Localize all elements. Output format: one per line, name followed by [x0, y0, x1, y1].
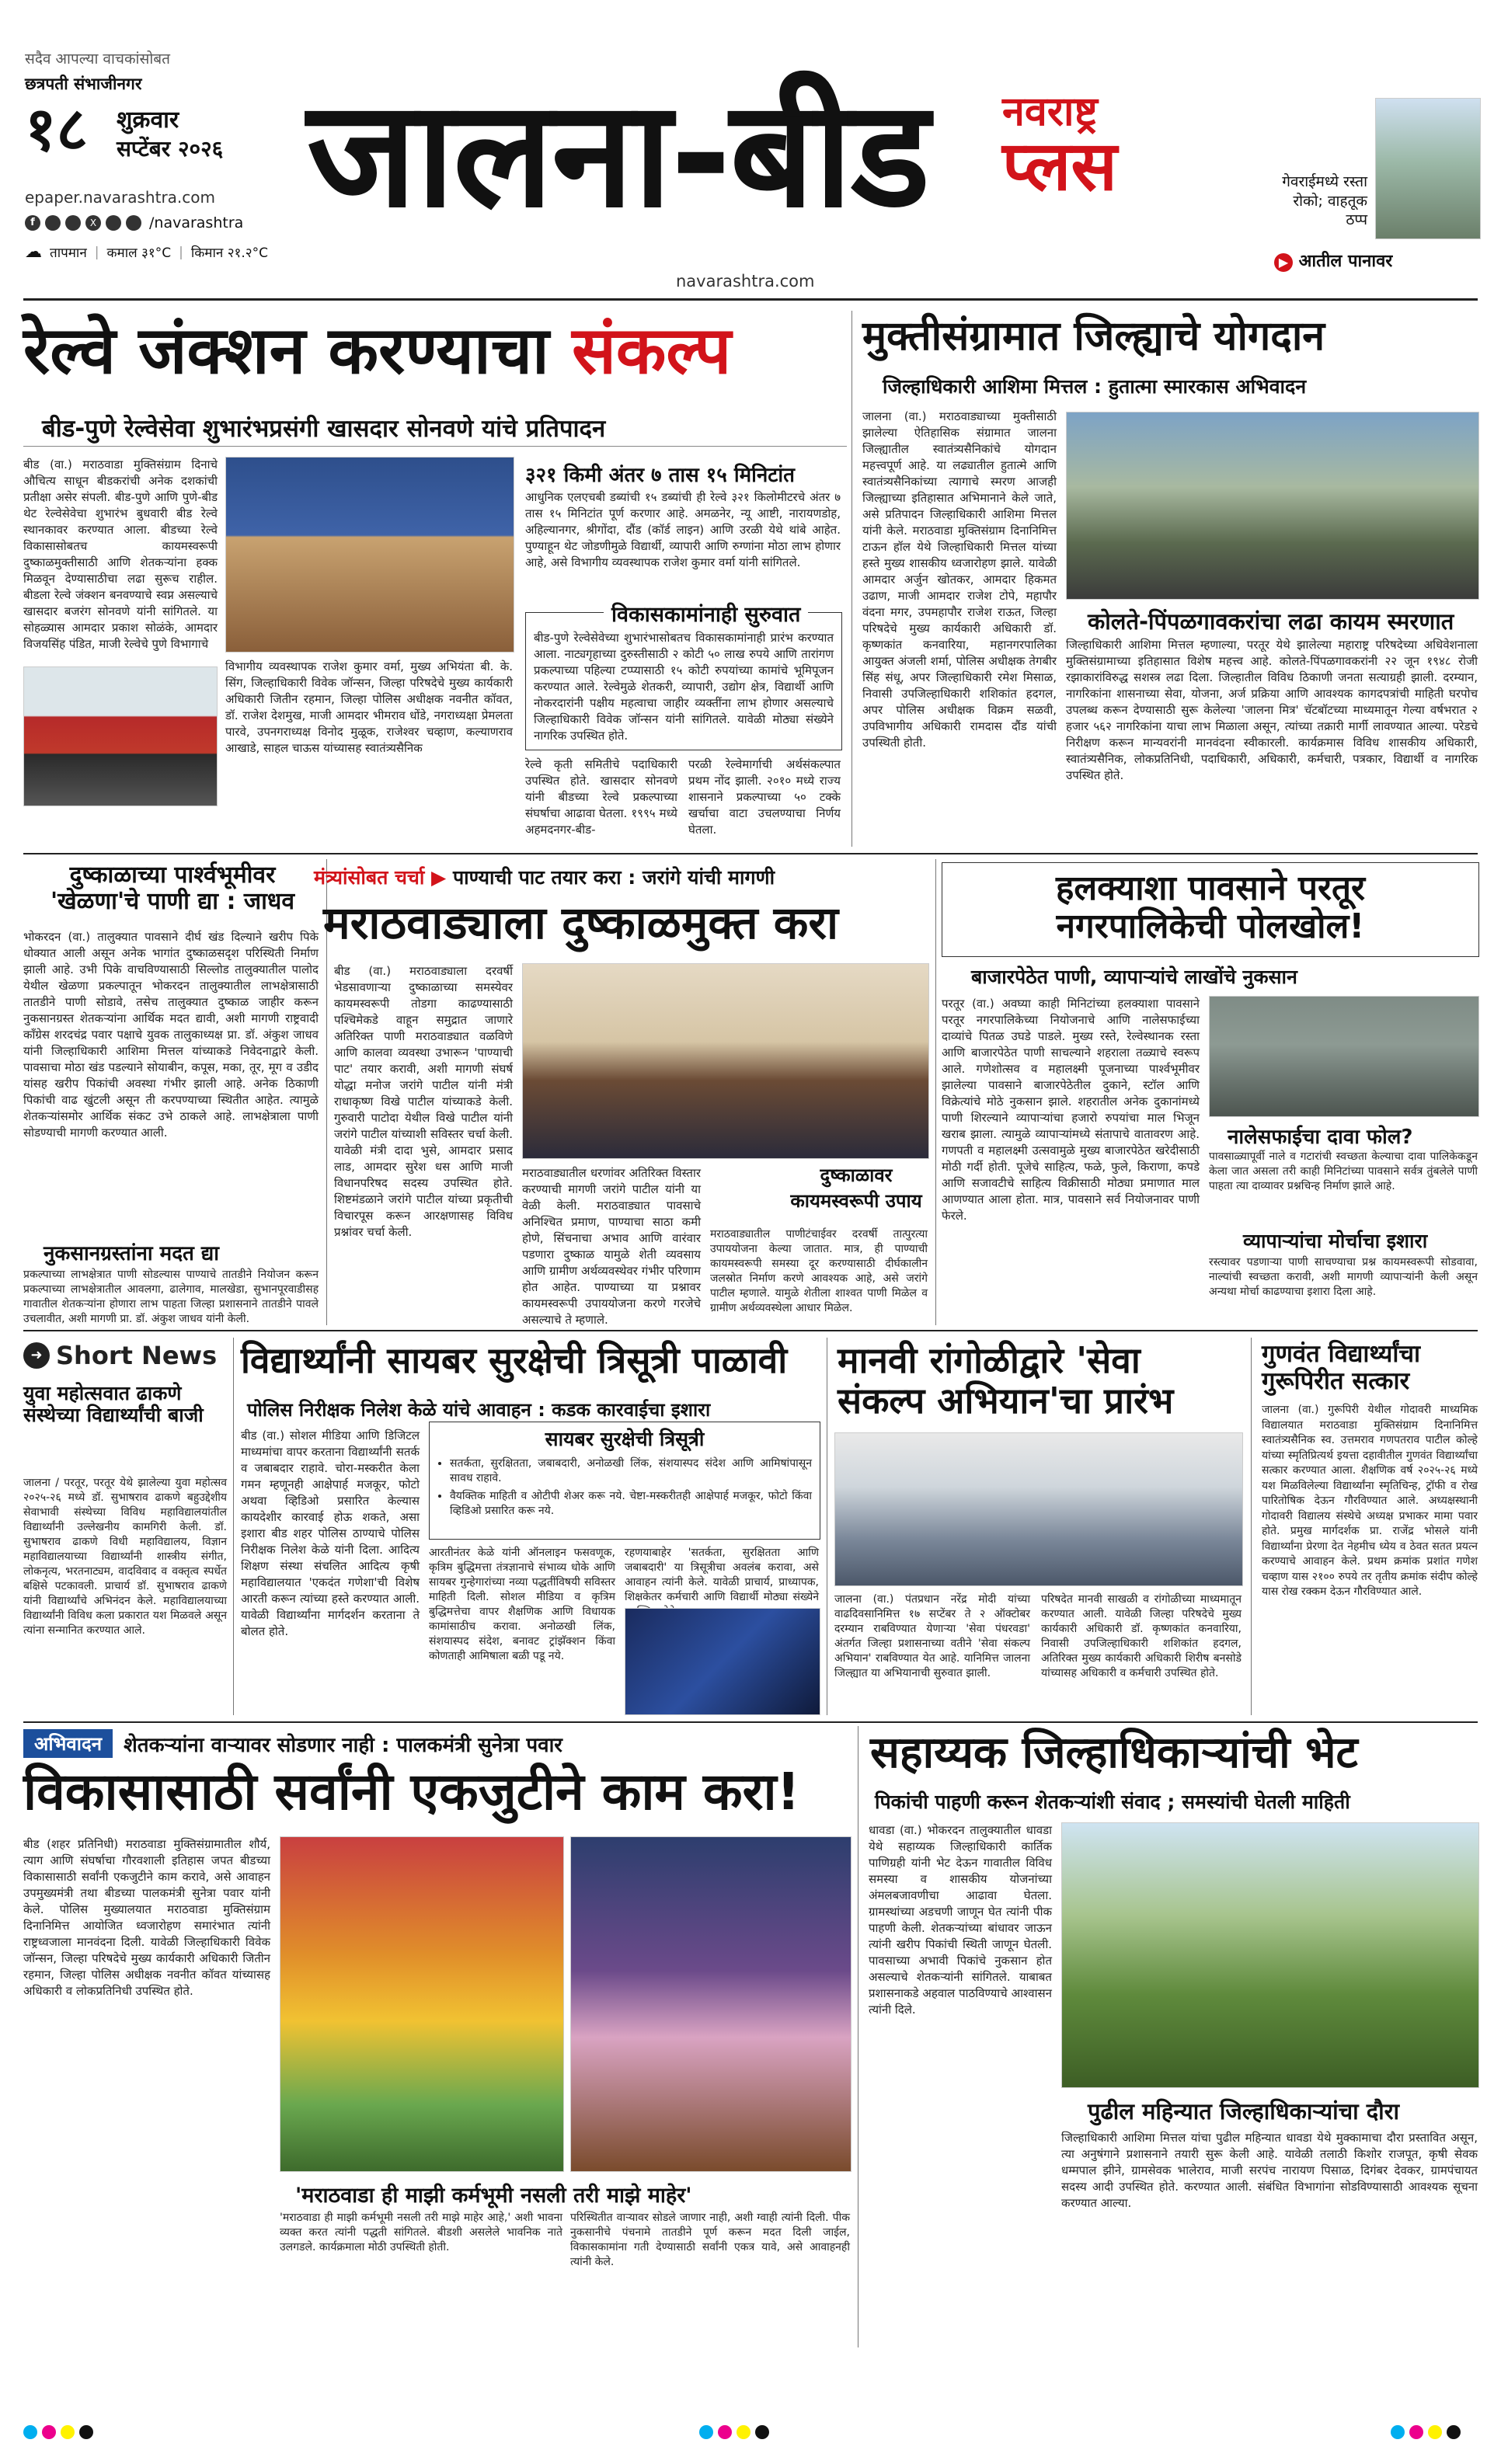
- marathwada-kicker: पाण्याची पाट तयार करा : जरांगे यांची मागणी: [452, 866, 775, 889]
- navarashtra-plus-logo: [1002, 89, 1189, 216]
- abhivadan-caption-text: 'मराठवाडा ही माझी कर्मभूमी नसली तरी माझे माहेर आहे,' अशी भावना व्यक्त करत त्यांनी पद्धती सांगितले. बीडशी असलेले भावनिक नाते उलगडले. कार्यक्रमाला मोठी उपस्थिती होती.: [280, 2212, 562, 2253]
- dev-box: [525, 603, 842, 750]
- short-news-header: [23, 1341, 217, 1370]
- column-divider: [935, 859, 936, 1325]
- promo-link-row[interactable]: [1274, 249, 1392, 272]
- marathwada-col4: मराठवाड्यातील पाणीटंचाईवर दरवर्षी तात्पुरत्या उपाययोजना केल्या जातात. मात्र, ही पाण्याची कायमस्वरूपी समस्या दूर करण्यासाठी दीर्घकालीन जलस्रोत निर्माण करणे आवश्यक आहे, असे जरांगे पाटील म्हणाले. यामुळे शेतीला शाश्वत पाणी मिळेल व ग्रामीण अर्थव्यवस्थेला आधार मिळेल.: [710, 1228, 928, 1314]
- cyber-box-item: • सतर्कता, सुरक्षितता, जबाबदारी, अनोळखी लिंक, संशयास्पद संदेश आणि आमिषांपासून सावध राहावे.: [450, 1456, 812, 1486]
- cyber-col3: रहणयाबाहेर 'सतर्कता, सुरक्षितता आणि जबाबदारी' या त्रिसूत्रीचा अवलंब करावा, असे आवाहन त्यांनी केले. यावेळी प्राचार्य, प्राध्यापक, शिक्षकेतर कर्मचारी आणि विद्यार्थी मोठ्या संख्येने: [625, 1547, 819, 1603]
- abhivadan-kicker: शेतकऱ्यांना वाऱ्यावर सोडणार नाही : पालकमंत्री सुनेत्रा पवार: [124, 1733, 562, 1757]
- sahayak-subhead: पिकांची पाहणी करून शेतकऱ्यांशी संवाद ; समस्यांची घेतली माहिती: [875, 1791, 1350, 1813]
- facebook-icon[interactable]: f: [25, 215, 40, 231]
- linkedin-icon[interactable]: [126, 215, 141, 231]
- marathwada-caption-title: दुष्काळावर कायमस्वरूपी उपाय: [790, 1164, 922, 1212]
- cyber-box-item: • वैयक्तिक माहिती व ओटीपी शेअर करू नये. चेष्टा-मस्करीतही आक्षेपार्ह मजकूर, फोटो किंवा व्हिडिओ प्रसारित करू नये.: [450, 1489, 812, 1519]
- abhivadan-caption: 'मराठवाडा ही माझी कर्मभूमी नसली तरी माझे माहेर': [295, 2184, 692, 2208]
- column-divider: [1251, 1338, 1252, 1715]
- rangoli-headline-line1: मानवी रांगोळीद्वारे 'सेवा: [838, 1339, 1141, 1381]
- temp-min: किमान २१.२°C: [190, 245, 269, 261]
- lead-event-photo[interactable]: [225, 457, 514, 653]
- mukti-photo[interactable]: [1066, 412, 1479, 600]
- rangoli-col1: जालना (वा.) पंतप्रधान नरेंद्र मोदी यांच्या वाढदिवसानिमित्त १७ सप्टेंबर ते २ ऑक्टोबर दरम्यान राबविण्यात येणाऱ्या 'सेवा पंधरवडा' अंतर्गत जिल्हा प्रशासनाच्या वतीने 'सेवा संकल्प अभियान' राबविण्यात येत आहे. यानिमित्त जालना जिल्ह्यात या अभियानाची सुरुवात झाली.: [834, 1593, 1030, 1679]
- mukti-subhead: जिल्हाधिकारी आशिमा मित्तल : हुतात्मा स्मारकास अभिवादन: [883, 375, 1307, 398]
- drought-body: भोकरदन (वा.) तालुक्यात पावसाने दीर्घ खंड दिल्याने खरीप पिके धोक्यात आली असून अनेक भागांत दुष्काळसदृश परिस्थिती निर्माण झाली आहे. उभी पिके वाचविण्यासाठी सिल्लोड तालुक्यातील पालोद येथील खेळणा प्रकल्पातून भोकरदन तालुक्यातील लाभक्षेत्रासाठी तातडीने पाणी सोडावे, तसेच तालुक्यात दुष्काळ जाहीर करून नुकसानग्रस्त शेतकऱ्यांना आर्थिक मदत द्यावी, अशी मागणी राष्ट्रवादी काँग्रेस शरदचंद्र पवार पक्षाचे युवक तालुकाध्यक्ष प्रा. डॉ. अंकुश जाधव यांनी जिल्हाधिकारी आशिमा मित्तल यांच्याकडे निवेदनाद्वारे केली. पावसाचा मोठा खंड पडल्याने सोयाबीन, कपूस, मका, तूर, मूग व उडीद यांसह खरीप पिकांची अवस्था गंभीर झाली आहे. अनेक ठिकाणी पिकांची वाढ खुंटली असून ती करपण्याच्या स्थितीत आहेत. त्यामुळे शेतकऱ्यांसमोर आर्थिक संकट उभे ठाकले आहे. लाभक्षेत्राला पाणी सोडण्याची मागणी करण्यात आली.: [23, 930, 319, 1140]
- masthead-title: जालना-बीड: [307, 68, 928, 240]
- mukti-caption: कोलते-पिंपळगावकरांचा लढा कायम स्मरणात: [1088, 608, 1454, 635]
- promo-arrow-icon: ▶: [1274, 253, 1293, 272]
- marathwada-kicker-row: [314, 864, 775, 890]
- rangoli-col2: परिषदेत मानवी साखळी व रांगोळीच्या माध्यमातून करण्यात आली. यावेळी जिल्हा परिषदेचे मुख्य कार्यकारी अधिकारी डॉ. कृष्णकांत कनवारिया, निवासी उपजिल्हाधिकारी शशिकांत हदगल, अतिरिक्त मुख्य कार्यकारी अधिकारी शिरीष बनसोडे यांच्यासह अधिकारी व कर्मचारी उपस्थित होते.: [1041, 1593, 1242, 1679]
- promo-teaser: गेवराईमध्ये रस्ता रोको; वाहतूक ठप्प: [1282, 173, 1367, 229]
- lead-col1: बीड (वा.) मराठवाडा मुक्तिसंग्राम दिनाचे औचित्य साधून बीडकरांची अनेक दशकांची प्रतीक्षा असेर संपली. बीड-पुणे आणि पुणे-बीड थेट रेल्वेसेवेचा शुभारंभ बुधवारी बीड रेल्वे स्थानकावर करण्यात आला. बीडच्या रेल्वे विकासासोबतच कायमस्वरूपी दुष्काळमुक्तीसाठी आणि शेतकऱ्यांना हक्क मिळवून देण्यासाठीचा लढा सुरूच राहील. बीडला रेल्वे जंक्शन बनवण्याचे स्वप्न असल्याचे खासदार बजरंग सोनवणे यांनी सांगितले. या सोहळ्यास आमदार प्रकाश सोळंके, आमदार विजयसिंह पंडित, माजी रेल्वेचे पुणे विभागाचे: [23, 458, 218, 651]
- short-news-arrow-icon: ➜: [23, 1342, 50, 1369]
- abhivadan-col1: बीड (शहर प्रतिनिधी) मराठवाडा मुक्तिसंग्रामातील शौर्य, त्याग आणि संघर्षाचा गौरवशाली इतिहास जपत बीडच्या विकासासाठी सर्वांनी एकजुटीने काम करावे, असे आवाहन उपमुख्यमंत्री तथा बीडच्या पालकमंत्री सुनेत्रा पवार यांनी केले. पोलिस मुख्यालयात मराठवाडा मुक्तिसंग्राम दिनानिमित्त आयोजित ध्वजारोहण समारंभात त्यांनी राष्ट्रध्वजाला मानवंदना दिली. यावेळी जिल्हाधिकारी विवेक जॉन्सन, जिल्हा परिषदेचे मुख्य कार्यकारी अधिकारी जितीन रहमान, जिल्हा पोलिस अधीक्षक नवनीत कॉवत यांच्यासह अधिकारी व लोकप्रतिनिधी उपस्थित होते.: [23, 1837, 270, 1998]
- rangoli-headline: [838, 1341, 1173, 1421]
- partur-subhead: बाजारपेठेत पाणी, व्यापाऱ्यांचे लाखोंचे नुकसान: [971, 966, 1297, 988]
- section-divider-2: [23, 1330, 1478, 1331]
- marathwada-tag: मंत्र्यांसोबत चर्चा: [314, 866, 425, 889]
- instagram-icon[interactable]: [45, 215, 61, 231]
- brand-bottom: प्लस: [1002, 126, 1117, 206]
- partur-headline: [942, 863, 1478, 946]
- dev-box-text: बीड-पुणे रेल्वेसेवेच्या शुभारंभासोबतच विकासकामांनाही प्रारंभ करण्यात आला. नाट्यगृहाच्या दुरुस्तीसाठी २ कोटी ५० लाख रुपये आणि तारांगण प्रकल्पाच्या पहिल्या टप्प्यासाठी १५ कोटी रुपयांच्या कामांचे भूमिपूजन करण्यात आले. रेल्वेमुळे शेतकरी, व्यापारी, उद्योग क्षेत्र, विद्यार्थी आणि नोकरदारांनी पक्षीय महत्वाचा जाहीर व्यक्तींना लाभ होणार असल्याचे जिल्हाधिकारी विवेक जॉन्सन यांनी सांगितले. यावेळी मोठ्या संख्येने नागरिक उपस्थित होते.: [534, 631, 834, 743]
- cyber-subhead: पोलिस निरीक्षक निलेश केळे यांचे आवाहन : कडक कारवाईचा इशारा: [247, 1399, 711, 1421]
- partur-box-title: व्यापाऱ्यांचा मोर्चाचा इशारा: [1243, 1230, 1428, 1252]
- short-news-headline: युवा महोत्सवात ढाकणे संस्थेच्या विद्यार्थ्यांची बाजी: [23, 1382, 204, 1426]
- drought-headline-line1: दुष्काळाच्या पार्श्वभूमीवर: [69, 861, 276, 889]
- mukti-col1: जालना (वा.) मराठवाड्याच्या मुक्तीसाठी झालेल्या ऐतिहासिक संग्रामात जालना जिल्ह्यातील स्वातंत्र्यसैनिकांचे योगदान महत्त्वपूर्ण आहे. या लढ्यातील हुतात्मे आणि स्वातंत्र्यसैनिकांच्या त्यागाचे स्मरण आजही जिल्ह्याच्या इतिहासात अभिमानाने केले जाते, असे प्रतिपादन जिल्हाधिकारी आशिमा मित्तल यांनी केले. मराठवाडा मुक्तिसंग्राम दिनानिमित्त टाऊन हॉल येथे जिल्हाधिकारी मित्तल यांच्या हस्ते मुख्य शासकीय ध्वजारोहण झाले. यावेळी आमदार अर्जुन खोतकर, आमदार हिकमत उढाण, माजी आमदार राजेश टोपे, महापौर वंदना मगर, उपमहापौर राजेश राऊत, जिल्हा परिषदेचे मुख्य कार्यकारी अधिकारी डॉ. कृष्णकांत कनवारिया, महानगरपालिका आयुक्त अंजली शर्मा, पोलिस अधीक्षक तेगबीर सिंह संधू, अपर जिल्हाधिकारी रमेश मिसाळ, निवासी उपजिल्हाधिकारी शशिकांत हदगल, अपर पोलिस अधीक्षक विक्रम सळवी, उपविभागीय अधिकारी रामदास दौंड यांची उपस्थिती होती.: [862, 409, 1057, 750]
- short-news-title: Short News: [56, 1341, 218, 1370]
- train-box-title: ३२१ किमी अंतर ७ तास १५ मिनिटांत: [525, 464, 795, 487]
- short-news-body: जालना / परतूर, परतूर येथे झालेल्या युवा महोत्सव २०२५-२६ मध्ये डॉ. सुभाषराव ढाकणे बहुउद्देशीय सेवाभावी संस्थेच्या विविध महाविद्यालयांतील विद्यार्थ्यांनी उल्लेखनीय कामगिरी केली. डॉ. सुभाषराव ढाकणे विधी महाविद्यालय, विज्ञान महाविद्यालयाच्या विद्यार्थ्यांनी शास्त्रीय संगीत, लोकनृत्य, भरतनाट्यम, वादविवाद व वक्तृत्व स्पर्धेत बक्षिसे पटकावली. प्राचार्य डॉ. सुभाषराव ढाकणे यांनी विद्यार्थ्यांचे अभिनंदन केले. महाविद्यालयाच्या विद्यार्थ्यांनी विविध कला प्रकारात यश मिळवले असून त्यांना सन्मानित करण्यात आले.: [23, 1477, 227, 1637]
- promo-photo[interactable]: [1375, 98, 1481, 239]
- mukti-col2: जिल्हाधिकारी आशिमा मित्तल म्हणाल्या, परतूर येथे झालेल्या महाराष्ट्र परिषदेच्या अधिवेशनाला मुक्तिसंग्रामाच्या इतिहासात विशेष महत्त्व आहे. कोलते-पिंपळगावकरांनी २२ जून १९४८ रोजी रझाकारांविरुद्ध सशस्त्र लढा दिला. जिल्हातील विविध ठिकाणी जनता सत्याग्रही झाली. दरम्यान, नागरिकांना शासनाच्या सेवा, योजना, अर्ज प्रक्रिया आणि आवश्यक कागदपत्रांची माहिती घरपोच उपलब्ध करून देण्यासाठी सुरू केलेल्या 'जालना मित्र' चॅटबॉटच्या माध्यमातून गेल्या वर्षभरात २ हजार ५६२ नागरिकांना याचा लाभ मिळाला असून, त्यांच्या तक्रारी मार्गी लावण्यात आल्या. परेडचे निरीक्षण करून मान्यवरांनी मानवंदना स्वीकारली. कार्यक्रमास विविध शासकीय अधिकारी, स्वातंत्र्यसैनिक, लोकप्रतिनिधी, पदाधिकारी, अधिकारी, कर्मचारी, पत्रकार, विद्यार्थी व नागरिक उपस्थित होते.: [1066, 638, 1478, 782]
- partur-caption-text: पावसाळ्यापूर्वी नाले व गटारांची स्वच्छता केल्याचा दावा पालिकेकडून केला जात असला तरी काही मिनिटांच्या पावसाने सर्वत्र तुंबलेले पाणी पाहता त्या दाव्यावर प्रश्नचिन्ह निर्माण झाले आहे.: [1209, 1150, 1478, 1192]
- partur-photo[interactable]: [1209, 996, 1479, 1117]
- partur-headline-line1: हलक्याशा पावसाने परतूर: [1055, 868, 1366, 908]
- sahayak-col1: धावडा (वा.) भोकरदन तालुक्यातील धावडा येथे सहाय्यक जिल्हाधिकारी कार्तिक पाणिग्रही यांनी भेट देऊन गावातील विविध समस्या व शासकीय योजनांच्या अंमलबजावणीचा आढावा घेतला. ग्रामस्थांच्या अडचणी जाणून घेत त्यांनी पीक पाहणी केली. शेतकऱ्यांच्या बांधावर जाऊन त्यांनी खरीप पिकांची स्थिती जाणून घेतली. पावसाच्या अभावी पिकांचे नुकसान होत असल्याचे शेतकऱ्यांनी सांगितले. याबाबत प्रशासनाकडे अहवाल पाठविण्याचे आश्वासन त्यांनी दिले.: [869, 1823, 1052, 2017]
- column-divider: [233, 1338, 234, 1715]
- partur-headline-box: [942, 862, 1479, 957]
- abhivadan-col3: परिस्थितीत वाऱ्यावर सोडले जाणार नाही, अशी ग्वाही त्यांनी दिली. पीक नुकसानीचे पंचनामे तातडीने पूर्ण करून मदत दिली जाईल, विकासकामांना गती देण्यासाठी सर्वांनी एकत्र यावे, असे आवाहनही त्यांनी केले.: [570, 2212, 850, 2268]
- column-divider: [851, 311, 852, 847]
- cyber-col1: बीड (वा.) सोशल मीडिया आणि डिजिटल माध्यमांचा वापर करताना विद्यार्थ्यांनी सतर्क व जबाबदार राहावे. चोरा-मस्करीत केला गमन म्हणूनही आक्षेपार्ह मजकूर, फोटो अथवा व्हिडिओ प्रसारित केल्यास कायदेशीर कारवाई होऊ शकते, असा इशारा बीड शहर पोलिस ठाण्याचे पोलिस निरीक्षक निलेश केळे यांनी दिला. आदित्य शिक्षण संस्था संचलित आदित्य कृषी महाविद्यालयात 'एकदंत गणेशा'ची विशेष आरती करून त्यांच्या हस्ते करण्यात आली. यावेळी विद्यार्थ्यांना मार्गदर्शन करताना ते बोलत होते.: [241, 1429, 420, 1638]
- sahayak-headline: सहाय्यक जिल्हाधिकाऱ्यांची भेट: [870, 1728, 1358, 1778]
- section-divider-3: [23, 1721, 1478, 1723]
- drought-box-text: प्रकल्पाच्या लाभक्षेत्रात पाणी सोडल्यास पाण्याचे तातडीने नियोजन करून प्रकल्पाच्या लाभक्षेत्रातील आवलगा, ढालेगाव, मालखेडा, सुभानपूरवाडीसह गावातील शेतकऱ्यांना होणारा लाभ पाहता जिल्हा प्रशासनाने तातडीने पावले उचलावीत, अशी मागणी प्रा. डॉ. अंकुश जाधव यांनी केली.: [23, 1269, 319, 1325]
- masthead-website[interactable]: navarashtra.com: [676, 272, 815, 291]
- gunwant-body: जालना (वा.) गुरूपिरी येथील गोदावरी माध्यमिक विद्यालयात मराठवाडा मुक्तिसंग्राम दिनानिमित्त स्वातंत्र्यसैनिक स्व. उत्तमराव गणपतराव पाटील कोल्हे यांच्या स्मृतिप्रित्यर्थ इयत्ता दहावीतील गुणवंत विद्यार्थ्यांचा सत्कार करण्यात आला. शैक्षणिक वर्ष २०२५-२६ मध्ये यश मिळविलेल्या विद्यार्थ्यांना स्मृतिचिन्ह, ट्रॉफी व रोख पारितोषिक देऊन गौरविण्यात आले. अध्यक्षस्थानी गोदावरी विद्यालय संस्थेचे अध्यक्ष प्रभाकर मामा पवार होते. प्रमुख मार्गदर्शक प्रा. राजेंद्र भोसले यांनी विद्यार्थ्यांना प्रेरणा देत नेहमीच ध्येय व ठेवत सतत प्रयत्न करण्याचे आवाहन केले. प्रथम क्रमांक प्रशांत गणेश चव्हाण यास २१०० रुपये तर तृतीय क्रमांक संदीप कोल्हे यास रोख रक्कम देऊन गौरविण्यात आले.: [1262, 1404, 1478, 1598]
- abhivadan-photo-right[interactable]: [570, 1836, 851, 2172]
- lead-headline-black: रेल्वे जंक्शन करण्याचा: [23, 312, 549, 388]
- social-icons: [25, 214, 243, 231]
- rangoli-photo[interactable]: [834, 1432, 1243, 1586]
- abhivadan-photo-left[interactable]: [280, 1836, 564, 2172]
- rangoli-headline-line2: संकल्प अभियान'चा प्रारंभ: [838, 1379, 1174, 1422]
- youtube-icon[interactable]: [106, 215, 121, 231]
- marathwada-col1: बीड (वा.) मराठवाड्याला दरवर्षी भेडसावणाऱ्या दुष्काळाच्या समस्येवर कायमस्वरूपी तोडगा काढण्यासाठी पश्चिमेकडे वाहून समुद्रात जाणारे अतिरिक्त पाणी मराठवाड्यात वळविणे आणि कालवा व्यवस्था उभारून 'पाण्याची पाट' तयार करावी, अशी मागणी संघर्ष योद्धा मनोज जरांगे पाटील यांनी मंत्री राधाकृष्ण विखे पाटील यांच्याकडे केली. गुरुवारी पाटोदा येथील विखे पाटील यांनी जरांगे पाटील यांच्याशी सविस्तर चर्चा केली. यावेळी मंत्री दादा भुसे, आमदार प्रसाद लाड, आमदार सुरेश धस आणि माजी विधानपरिषद सदस्य उपस्थित होते. शिष्टमंडळाने जरांगे पाटील यांच्या प्रकृतीची विचारपूस करून आरक्षणासह विविध प्रश्नांवर चर्चा केली.: [334, 964, 513, 1239]
- cyber-box-title: सायबर सुरक्षेची त्रिसूत्री: [545, 1428, 705, 1450]
- gunwant-headline: गुणवंत विद्यार्थ्यांचा गुरूपिरीत सत्कार: [1262, 1340, 1421, 1395]
- sahayak-caption-text: जिल्हाधिकारी आशिमा मित्तल यांचा पुढील महिन्यात धावडा येथे मुक्कामाचा दौरा प्रस्तावित असून, त्या अनुषंगाने प्रशासनाने तयारी सुरू केली आहे. यावेळी तलाठी किशोर राजपूत, कृषी सेवक धम्मपाल झीने, ग्रामसेवक भालेराव, माजी सरपंच नारायण पिसाळ, दिगंबर देवकर, ग्रामपंचायत सदस्य आदी उपस्थित होते. करण्यात आली. संबंधित विभागांना सोडविण्यासाठी आवश्यक सूचना करण्यात आल्या.: [1061, 2131, 1478, 2210]
- marathwada-photo[interactable]: [522, 963, 929, 1159]
- lead-headline-red: संकल्प: [572, 312, 732, 388]
- cyber-headline: विद्यार्थ्यांनी सायबर सुरक्षेची त्रिसूत्री पाळावी: [241, 1339, 788, 1381]
- masthead-divider: [23, 298, 1478, 301]
- lead-headline: [23, 314, 731, 387]
- social-handle[interactable]: /navarashtra: [149, 214, 244, 231]
- sahayak-caption: पुढील महिन्यात जिल्हाधिकाऱ्यांचा दौरा: [1088, 2098, 1399, 2125]
- weather-icon: ☁: [25, 242, 42, 262]
- masthead-date-day: १८: [25, 95, 89, 165]
- mukti-headline: मुक्तीसंग्रामात जिल्ह्याचे योगदान: [862, 313, 1325, 360]
- weather-label: तापमान: [50, 245, 87, 261]
- cyber-photo[interactable]: [625, 1608, 820, 1715]
- cyber-col2: आरतीनंतर केळे यांनी ऑनलाइन फसवणूक, कृत्रिम बुद्धिमत्ता तंत्रज्ञानाचे संभाव्य धोके आणि सायबर गुन्हेगारांच्या नव्या पद्धतींविषयी सविस्तर माहिती दिली. सोशल मीडिया व कृत्रिम बुद्धिमत्तेचा वापर शैक्षणिक आणि विधायक कामांसाठीच करावा. अनोळखी लिंक, संशयास्पद संदेश, बनावट ट्रांझॅक्शन किंवा कोणताही आमिषाला बळी पडू नये.: [429, 1547, 615, 1662]
- marathwada-tag-arrow: ▶: [431, 866, 447, 889]
- masthead-month-year: सप्टेंबर २०२६: [117, 136, 224, 162]
- drought-headline-line2: 'खेळणा'चे पाणी द्या : जाधव: [50, 887, 295, 915]
- partur-body: परतूर (वा.) अवघ्या काही मिनिटांच्या हलक्याशा पावसाने परतूर नगरपालिकेच्या नियोजनाचे आणि नालेसफाईच्या दाव्यांचे पितळ उघडे पाडले. मुख्य रस्ते, रेल्वेस्थानक रस्ता आणि बाजारपेठेत पाणी साचल्याने शहराला तळ्याचे स्वरूप आले. गणेशोत्सव व महालक्ष्मी पूजनाच्या पार्श्वभूमीवर झालेल्या पावसाने बाजारपेठेतील दुकाने, स्टॉल आणि विक्रेत्यांचे मोठे नुकसान झाले. शहरातील अनेक दुकानांमध्ये पाणी शिरल्याने व्यापाऱ्यांचा हजारो रुपयांचा माल भिजून खराब झाला. त्यामुळे व्यापाऱ्यांमध्ये संतापाचे वातावरण आहे. गणपती व महालक्ष्मी उत्सवामुळे मुख्य बाजारपेठेत खरेदीसाठी मोठी गर्दी होती. पूजेचे साहित्य, फळे, फुले, किराणा, कपडे आणि सजावटीचे साहित्य विक्रीसाठी मोठ्या प्रमाणात माल आणण्यात आला होता. मात्र, पावसाने सर्व नियोजनावर पाणी फेरले.: [942, 997, 1200, 1223]
- promo-link[interactable]: आतील पानावर: [1298, 252, 1393, 271]
- abhivadan-headline: विकासासाठी सर्वांनी एकजुटीने काम करा!: [23, 1762, 800, 1822]
- lead-bottom-col1: रेल्वे कृती समितीचे पदाधिकारी उपस्थित होते. खासदार सोनवणे यांनी बीडच्या रेल्वे प्रकल्पाच्या संघर्षाचा आढावा घेतला. १९९५ मध्ये अहमदनगर-बीड-: [525, 757, 677, 837]
- temp-max: कमाल ३१°C: [106, 245, 172, 261]
- lead-col2: विभागीय व्यवस्थापक राजेश कुमार वर्मा, मुख्य अभियंता बी. के. सिंग, जिल्हाधिकारी विवेक जॉन्सन, जिल्हा परिषदेचे मुख्य कार्यकारी अधिकारी जितीन रहमान, जिल्हा पोलिस अधीक्षक नवनीत कॉवत, डॉ. राजेश देशमुख, माजी आमदार भीमराव धोंडे, नगराध्यक्षा प्रेमलता पारवे, उपनगराध्यक्ष विनोद मुळूक, राजेश्वर चव्हाण, कल्याणराव आखाडे, साहल चाऊस यांच्यासह स्वातंत्र्यसैनिक: [225, 660, 513, 755]
- weather-row: ☁ तापमान | कमाल ३१°C | किमान २१.२°C: [25, 242, 269, 262]
- dev-box-title: विकासकामांनाही सुरुवात: [604, 599, 808, 628]
- masthead-tagline: सदैव आपल्या वाचकांसोबत: [25, 50, 170, 68]
- partur-caption: नालेसफाईचा दावा फोल?: [1228, 1126, 1413, 1149]
- cyber-box: [429, 1422, 820, 1540]
- sahayak-photo[interactable]: [1061, 1822, 1479, 2088]
- brand-top: नवराष्ट्र: [1002, 89, 1098, 135]
- section-divider-1: [23, 853, 1478, 854]
- lead-rule: [23, 446, 847, 447]
- partur-headline-line2: नगरपालिकेची पोलखोल!: [1056, 907, 1365, 947]
- masthead-city: छत्रपती संभाजीनगर: [25, 75, 142, 93]
- abhivadan-tag: अभिवादन: [23, 1729, 113, 1758]
- train-photo[interactable]: [23, 666, 218, 806]
- cyber-box-list: [436, 1456, 812, 1519]
- masthead-weekday: शुक्रवार: [117, 106, 179, 134]
- drought-headline: [40, 862, 305, 914]
- epaper-url[interactable]: epaper.navarashtra.com: [25, 188, 215, 207]
- x-icon[interactable]: X: [85, 215, 101, 231]
- marathwada-col2: मराठवाड्यातील धरणांवर अतिरिक्त विस्तार करण्याची मागणी जरांगे पाटील यांनी या वेळी केली. मराठवाड्यात पावसाचे अनिश्चित प्रमाण, पाण्याचा साठा कमी होणे, सिंचनाचा अभाव आणि वारंवार पडणारा दुष्काळ यामुळे शेती व्यवसाय आणि ग्रामीण अर्थव्यवस्थेवर गंभीर परिणाम होत आहेत. पाण्याच्या या प्रश्नावर कायमस्वरूपी उपाययोजना करणे गरजेचे असल्याचे ते म्हणाले.: [522, 1166, 701, 1327]
- abhivadan-kicker-row: [23, 1729, 562, 1758]
- threads-icon[interactable]: [65, 215, 81, 231]
- train-box-text: आधुनिक एलएचबी डब्यांची १५ डब्यांची ही रेल्वे ३२१ किलोमीटरचे अंतर ७ तास १५ मिनिटांत पूर्ण करणार आहे. अमळनेर, न्यू आष्टी, नारायणडोह, अहिल्यानगर, श्रीगोंदा, दौंड (कॉर्ड लाइन) आणि उरळी येथे थांबे आहेत. पुण्याहून थेट जोडणीमुळे विद्यार्थी, व्यापारी आणि रुग्णांना मोठा लाभ होणार आहे, असे विभागीय व्यवस्थापक राजेश कुमार वर्मा यांनी सांगितले.: [525, 490, 841, 569]
- drought-box-title: नुकसानग्रस्तांना मदत द्या: [44, 1242, 220, 1265]
- lead-subhead: बीड-पुणे रेल्वेसेवा शुभारंभप्रसंगी खासदार सोनवणे यांचे प्रतिपादन: [42, 415, 606, 443]
- partur-box-text: रस्त्यावर पडणाऱ्या पाणी साचण्याचा प्रश्न कायमस्वरूपी सोडवावा, नाल्यांची स्वच्छता करावी, अशी मागणी व्यापाऱ्यांनी केली असून अन्यथा मोर्चा काढण्याचा इशारा दिला आहे.: [1209, 1256, 1478, 1298]
- lead-bottom-col2: परळी रेल्वेमार्गाची अर्थसंकल्पात प्रथम नोंद झाली. २०१० मध्ये राज्य शासनाने प्रकल्पाच्या ५० टक्के खर्चाचा वाटा उचलण्याचा निर्णय घेतला.: [688, 757, 841, 837]
- marathwada-headline: मराठवाड्याला दुष्काळमुक्त करा: [323, 896, 839, 949]
